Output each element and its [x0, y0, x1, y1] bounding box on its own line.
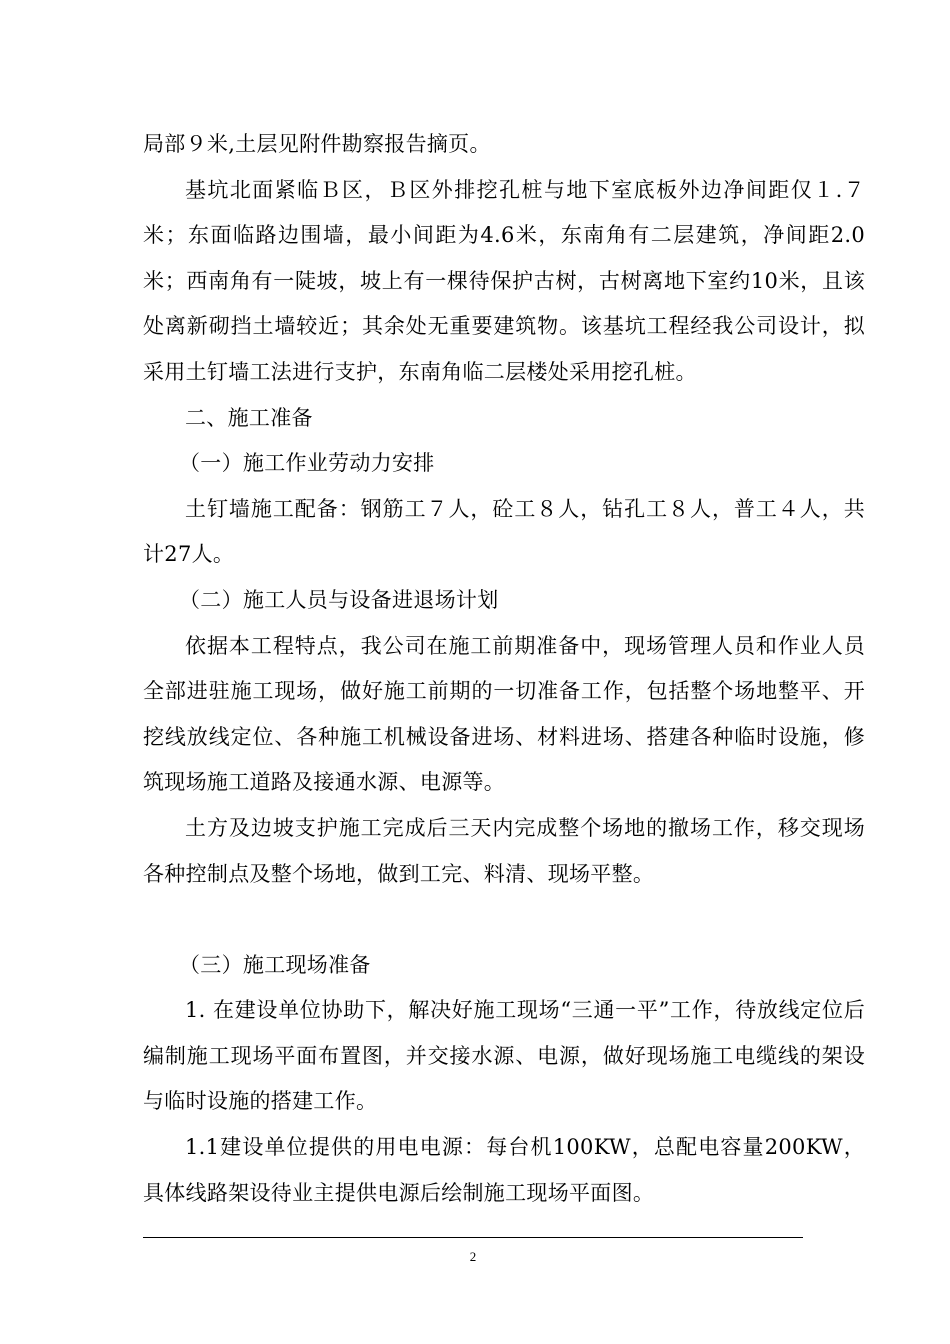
paragraph-site-surroundings: 基坑北面紧临Ｂ区，Ｂ区外排挖孔桩与地下室底板外边净间距仅１.７米；东面临路边围墙，最小间距为4.6米，东南角有二层建筑，净间距2.0米；西南角有一陡坡，坡上有一棵待保护古树，古树离地下室约10米，且该处离新砌挡土墙较近；其余处无重要建筑物。该基坑工程经我公司设计，拟采用土钉墙工法进行支护，东南角临二层楼处采用挖孔桩。: [143, 177, 865, 384]
footer-divider: [143, 1237, 803, 1238]
page-number: 2: [469, 1249, 477, 1264]
paragraph-exit-plan: 土方及边坡支护施工完成后三天内完成整个场地的撤场工作，移交现场各种控制点及整个场地，做到工完、料清、现场平整。: [143, 815, 865, 886]
paragraph-three-utilities: 1. 在建设单位协助下，解决好施工现场“三通一平”工作，待放线定位后编制施工现场平面布置图，并交接水源、电源，做好现场施工电缆线的架设与临时设施的搭建工作。: [143, 998, 865, 1114]
subheading-site-preparation: （三）施工现场准备: [179, 952, 371, 977]
section-heading-construction-preparation: 二、施工准备: [185, 405, 313, 430]
paragraph-continuation: 局部９米,土层见附件勘察报告摘页。: [143, 132, 491, 156]
subheading-labor-arrangement: （一）施工作业劳动力安排: [179, 451, 435, 476]
paragraph-power-supply: 1.1建设单位提供的用电电源：每台机100KW，总配电容量200KW，具体线路架设待业主提供电源后绘制施工现场平面图。: [143, 1135, 865, 1205]
document-body: [143, 122, 865, 1216]
paragraph-labor-allocation: 土钉墙施工配备：钢筋工７人，砼工８人，钻孔工８人，普工４人，共计27人。: [143, 496, 865, 567]
subheading-entry-exit-plan: （二）施工人员与设备进退场计划: [179, 587, 499, 612]
blank-line: [143, 897, 865, 943]
paragraph-entry-plan: 依据本工程特点，我公司在施工前期准备中，现场管理人员和作业人员全部进驻施工现场，做好施工前期的一切准备工作，包括整个场地整平、开挖线放线定位、各种施工机械设备进场、材料进场、搭建各种临时设施，修筑现场施工道路及接通水源、电源等。: [143, 633, 865, 795]
